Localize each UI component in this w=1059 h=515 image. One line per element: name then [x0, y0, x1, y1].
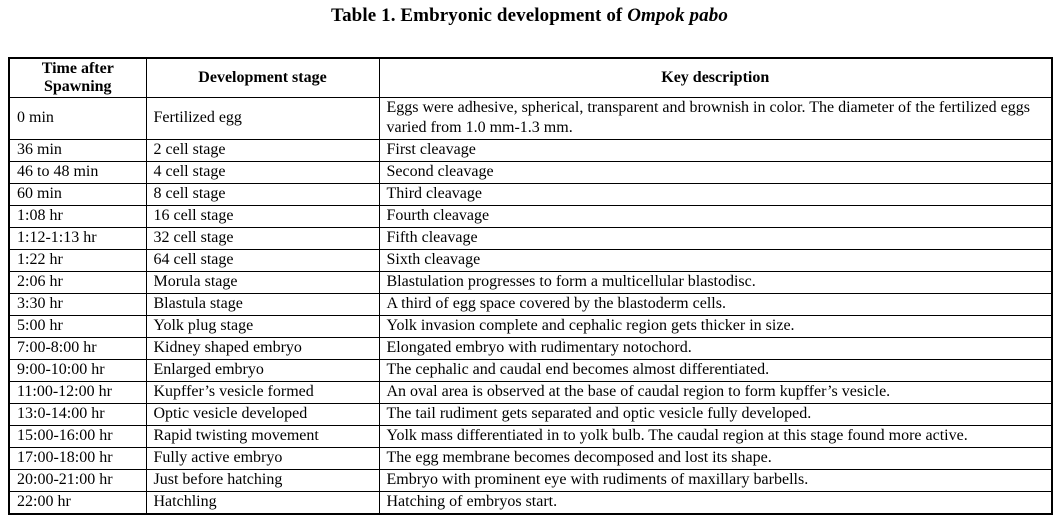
stage-cell: 32 cell stage [146, 228, 379, 250]
description-cell: Second cleavage [379, 162, 1052, 184]
description-cell: Elongated embryo with rudimentary notochord. [379, 338, 1052, 360]
time-cell: 15:00-16:00 hr [9, 426, 146, 448]
time-cell: 1:12-1:13 hr [9, 228, 146, 250]
table-row [9, 98, 1052, 140]
table-row [9, 382, 1052, 404]
stage-cell: Optic vesicle developed [146, 404, 379, 426]
time-cell: 2:06 hr [9, 272, 146, 294]
stage-cell: 16 cell stage [146, 206, 379, 228]
time-cell: 0 min [9, 98, 146, 140]
stage-cell: Just before hatching [146, 470, 379, 492]
time-cell: 11:00-12:00 hr [9, 382, 146, 404]
description-cell: First cleavage [379, 140, 1052, 162]
table-row [9, 294, 1052, 316]
table-row [9, 426, 1052, 448]
description-cell: A third of egg space covered by the blastoderm cells. [379, 294, 1052, 316]
table-title-prefix: Table 1. Embryonic development of [331, 5, 628, 26]
time-cell: 3:30 hr [9, 294, 146, 316]
description-cell: Eggs were adhesive, spherical, transparent and brownish in color. The diameter of the fertilized eggs varied from 1.0 mm-1.3 mm. [379, 98, 1052, 140]
stage-cell: Hatchling [146, 492, 379, 515]
time-cell: 1:22 hr [9, 250, 146, 272]
description-cell: Fourth cleavage [379, 206, 1052, 228]
stage-cell: Kupffer’s vesicle formed [146, 382, 379, 404]
time-cell: 22:00 hr [9, 492, 146, 515]
description-cell: The egg membrane becomes decomposed and lost its shape. [379, 448, 1052, 470]
time-cell: 5:00 hr [9, 316, 146, 338]
stage-cell: Fully active embryo [146, 448, 379, 470]
table-row [9, 272, 1052, 294]
stage-cell: Kidney shaped embryo [146, 338, 379, 360]
description-cell: Yolk invasion complete and cephalic region gets thicker in size. [379, 316, 1052, 338]
table-title [0, 5, 1059, 27]
time-cell: 1:08 hr [9, 206, 146, 228]
header-key-description: Key description [379, 58, 1052, 98]
table-row [9, 470, 1052, 492]
stage-cell: 4 cell stage [146, 162, 379, 184]
table-row [9, 404, 1052, 426]
description-cell: Embryo with prominent eye with rudiments of maxillary barbells. [379, 470, 1052, 492]
header-development-stage: Development stage [146, 58, 379, 98]
table-title-species: Ompok pabo [627, 5, 728, 26]
time-cell: 36 min [9, 140, 146, 162]
description-cell: Hatching of embryos start. [379, 492, 1052, 515]
table-row [9, 228, 1052, 250]
description-cell: Fifth cleavage [379, 228, 1052, 250]
description-cell: Blastulation progresses to form a multicellular blastodisc. [379, 272, 1052, 294]
table-row [9, 140, 1052, 162]
stage-cell: 2 cell stage [146, 140, 379, 162]
stage-cell: Blastula stage [146, 294, 379, 316]
time-cell: 20:00-21:00 hr [9, 470, 146, 492]
description-cell: An oval area is observed at the base of caudal region to form kupffer’s vesicle. [379, 382, 1052, 404]
time-cell: 60 min [9, 184, 146, 206]
description-cell: Sixth cleavage [379, 250, 1052, 272]
table-row [9, 492, 1052, 515]
table-row [9, 206, 1052, 228]
header-row [9, 58, 1052, 98]
table-row [9, 338, 1052, 360]
table-row [9, 250, 1052, 272]
time-cell: 9:00-10:00 hr [9, 360, 146, 382]
stage-cell: Enlarged embryo [146, 360, 379, 382]
table-row [9, 162, 1052, 184]
embryonic-development-table [8, 57, 1053, 515]
time-cell: 46 to 48 min [9, 162, 146, 184]
stage-cell: 8 cell stage [146, 184, 379, 206]
description-cell: Third cleavage [379, 184, 1052, 206]
time-cell: 7:00-8:00 hr [9, 338, 146, 360]
stage-cell: Morula stage [146, 272, 379, 294]
stage-cell: Fertilized egg [146, 98, 379, 140]
stage-cell: Rapid twisting movement [146, 426, 379, 448]
table-row [9, 360, 1052, 382]
table-row [9, 448, 1052, 470]
table-row [9, 184, 1052, 206]
time-cell: 17:00-18:00 hr [9, 448, 146, 470]
description-cell: The cephalic and caudal end becomes almost differentiated. [379, 360, 1052, 382]
stage-cell: Yolk plug stage [146, 316, 379, 338]
time-cell: 13:0-14:00 hr [9, 404, 146, 426]
description-cell: The tail rudiment gets separated and optic vesicle fully developed. [379, 404, 1052, 426]
header-time-after-spawning: Time after Spawning [9, 58, 146, 98]
description-cell: Yolk mass differentiated in to yolk bulb. The caudal region at this stage found more active. [379, 426, 1052, 448]
stage-cell: 64 cell stage [146, 250, 379, 272]
table-row [9, 316, 1052, 338]
